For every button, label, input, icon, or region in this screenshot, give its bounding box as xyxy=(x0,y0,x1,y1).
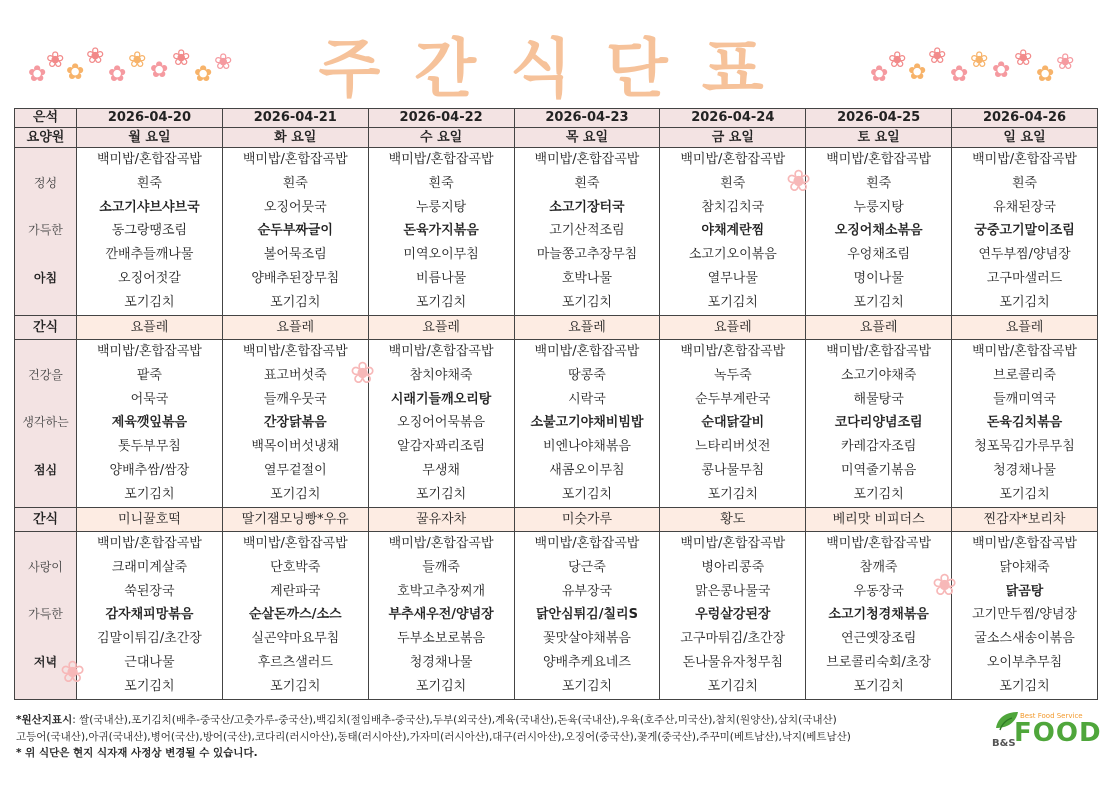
menu-item: 포기김치 xyxy=(999,678,1050,694)
menu-item: 포기김치 xyxy=(270,678,321,694)
menu-item: 포기김치 xyxy=(270,294,321,310)
menu-item: 포기김치 xyxy=(561,486,613,502)
date-header: 2026-04-23 xyxy=(514,109,660,128)
menu-item: 계란파국 xyxy=(270,583,321,599)
menu-item: 누룽지탕 xyxy=(415,199,467,215)
menu-item: 제육깻잎볶음 xyxy=(111,415,188,431)
page-title: 주간식단표 xyxy=(318,33,798,107)
menu-item: 백미밥/혼합잡곡밥 xyxy=(388,344,494,359)
menu-item: 백미밥/혼합잡곡밥 xyxy=(388,536,494,551)
menu-item: 궁중고기말이조림 xyxy=(974,223,1075,239)
day-header: 목 요일 xyxy=(514,128,660,148)
lunch-side-label xyxy=(15,340,77,508)
date-header: 2026-04-22 xyxy=(368,109,514,128)
menu-item: 백미밥/혼합잡곡밥 xyxy=(242,344,348,359)
menu-item: 닭야채죽 xyxy=(999,559,1050,575)
snack-item: 요플레 xyxy=(77,316,223,340)
menu-item: 카레감자조림 xyxy=(840,439,917,455)
snack-item: 요플레 xyxy=(514,316,660,340)
snack-item: 미니꿀호떡 xyxy=(77,508,223,532)
menu-item: 오징어뭇국 xyxy=(263,199,327,215)
breakfast-menu-cell xyxy=(77,148,223,316)
menu-item: 참치야채죽 xyxy=(409,367,473,383)
menu-item: 흰죽 xyxy=(1011,175,1038,191)
day-header: 화 요일 xyxy=(222,128,368,148)
menu-item: 크래미계살죽 xyxy=(111,559,188,575)
dinner-menu-cell xyxy=(222,532,368,700)
menu-item: 청경채나물 xyxy=(409,654,473,670)
menu-item: 콩나물무침 xyxy=(701,462,765,478)
breakfast-menu-cell xyxy=(952,148,1098,316)
dinner-menu-cell xyxy=(368,532,514,700)
menu-item: 포기김치 xyxy=(853,486,904,502)
menu-item: 백미밥/혼합잡곡밥 xyxy=(96,152,202,167)
menu-item: 고기산적조림 xyxy=(549,223,625,239)
lunch-menu-cell xyxy=(806,340,952,508)
menu-item: 백미밥/혼합잡곡밥 xyxy=(826,344,932,359)
menu-item: 코다리양념조림 xyxy=(834,415,923,431)
menu-item: 포기김치 xyxy=(853,678,904,694)
menu-item: 단호박죽 xyxy=(270,559,321,575)
menu-item: 포기김치 xyxy=(124,678,175,694)
dinner-menu-cell xyxy=(514,532,660,700)
menu-item: 들깨미역국 xyxy=(993,391,1056,407)
side-label-text xyxy=(15,627,76,651)
change-notice: * 위 식단은 현지 식자재 사정상 변경될 수 있습니다. xyxy=(16,747,258,759)
origin-line-1 xyxy=(16,712,976,729)
logo-tagline: Best Food Service xyxy=(1020,712,1083,720)
snack-item: 요플레 xyxy=(222,316,368,340)
menu-item: 새콤오이무침 xyxy=(549,462,625,478)
menu-item: 연근옛장조림 xyxy=(840,631,917,647)
menu-item: 포기김치 xyxy=(707,678,758,694)
menu-item: 연두부찜/양념장 xyxy=(978,247,1071,263)
menu-item: 해물탕국 xyxy=(853,391,904,407)
menu-item: 볼어묵조림 xyxy=(263,247,327,263)
menu-item: 브로콜리숙회/초장 xyxy=(826,654,932,670)
side-label-text xyxy=(15,483,76,507)
menu-item: 닭곰탕 xyxy=(1005,583,1044,599)
dinner-menu-cell xyxy=(660,532,806,700)
menu-item: 순두부계란국 xyxy=(695,391,771,407)
menu-item: 포기김치 xyxy=(999,294,1050,310)
menu-item: 참깨죽 xyxy=(859,559,898,575)
side-label-text xyxy=(15,243,76,267)
menu-item: 표고버섯죽 xyxy=(263,367,327,383)
day-header: 금 요일 xyxy=(660,128,806,148)
menu-item: 백미밥/혼합잡곡밥 xyxy=(826,536,932,551)
menu-item: 소고기오이볶음 xyxy=(688,247,777,263)
menu-item: 고구마튀김/초간장 xyxy=(680,631,786,647)
breakfast-menu-cell xyxy=(222,148,368,316)
menu-item: 소고기장터국 xyxy=(549,199,625,215)
logo-word: FOOD xyxy=(1014,718,1102,748)
snack-item: 꿀유자차 xyxy=(368,508,514,532)
menu-item: 실곤약마요무침 xyxy=(251,631,340,647)
menu-item: 양배추케요네즈 xyxy=(543,654,631,670)
menu-item: 양배추된장무침 xyxy=(251,270,340,286)
menu-item: 오징어젓갈 xyxy=(118,270,181,286)
snack-item: 베리맛 비피더스 xyxy=(806,508,952,532)
menu-item: 호박고추장찌개 xyxy=(397,583,486,599)
menu-item: 당근죽 xyxy=(568,559,606,575)
flower-decoration: ❀ xyxy=(350,356,376,391)
date-header: 2026-04-20 xyxy=(77,109,223,128)
menu-item: 미역줄기볶음 xyxy=(840,462,917,478)
menu-item: 미역오이무침 xyxy=(403,247,479,263)
menu-item: 흰죽 xyxy=(866,175,892,191)
menu-item: 동그랑땡조림 xyxy=(111,223,188,239)
menu-item: 유채된장국 xyxy=(993,199,1056,215)
snack-item: 요플레 xyxy=(368,316,514,340)
menu-item: 순대닭갈비 xyxy=(701,415,765,431)
menu-item: 병아리콩죽 xyxy=(701,559,765,575)
menu-item: 쑥된장국 xyxy=(124,583,175,599)
side-label-text: 가득한 xyxy=(28,607,63,622)
menu-item: 알감자꽈리조림 xyxy=(397,439,486,455)
dinner-menu-cell xyxy=(952,532,1098,700)
menu-item: 깐배추들깨나물 xyxy=(105,247,194,263)
menu-item: 돈육가지볶음 xyxy=(403,223,479,239)
flower-decoration: ❀ xyxy=(60,655,86,690)
menu-item: 오징어채소볶음 xyxy=(834,223,923,239)
menu-item: 땅콩죽 xyxy=(568,367,606,383)
date-row xyxy=(15,109,1098,128)
snack-item: 찐감자*보리차 xyxy=(952,508,1098,532)
day-header: 일 요일 xyxy=(952,128,1098,148)
snack-row-afternoon xyxy=(15,508,1098,532)
menu-item: 소고기청경채볶음 xyxy=(828,607,929,623)
dinner-row xyxy=(15,532,1098,700)
side-label-text xyxy=(15,388,76,412)
weekly-menu-table xyxy=(14,108,1098,700)
menu-item: 고기만두찜/양념장 xyxy=(972,607,1077,623)
menu-item: 포기김치 xyxy=(707,294,758,310)
menu-item: 포기김치 xyxy=(853,294,904,310)
menu-item: 야채계란찜 xyxy=(701,223,765,239)
menu-item: 백미밥/혼합잡곡밥 xyxy=(972,152,1077,167)
snack-item: 요플레 xyxy=(660,316,806,340)
menu-item: 느타리버섯전 xyxy=(695,439,771,455)
menu-item: 백미밥/혼합잡곡밥 xyxy=(242,152,348,167)
menu-item: 소고기샤브샤브국 xyxy=(99,199,200,215)
side-label-text: 사랑이 xyxy=(28,559,63,574)
company-logo xyxy=(990,708,1100,752)
menu-item: 포기김치 xyxy=(415,678,467,694)
menu-item: 시락국 xyxy=(568,391,606,407)
menu-item: 백미밥/혼합잡곡밥 xyxy=(972,344,1077,359)
side-label-text xyxy=(15,148,76,172)
menu-item: 유부장국 xyxy=(561,583,613,599)
menu-item: 무생채 xyxy=(422,462,460,478)
menu-item: 소불고기야채비빔밥 xyxy=(530,415,644,431)
menu-item: 명이나물 xyxy=(853,270,904,286)
menu-item: 소고기야채죽 xyxy=(840,367,917,383)
menu-item: 김말이튀김/초간장 xyxy=(96,631,202,647)
menu-item: 닭안심튀김/칠리S xyxy=(535,607,638,623)
lunch-menu-cell xyxy=(368,340,514,508)
menu-item: 포기김치 xyxy=(270,486,321,502)
menu-item: 백미밥/혼합잡곡밥 xyxy=(242,536,348,551)
snack-item: 미숫가루 xyxy=(514,508,660,532)
menu-item: 순두부짜글이 xyxy=(257,223,333,239)
snack-label: 간식 xyxy=(15,316,77,340)
logo-brand: B&S xyxy=(992,738,1016,749)
menu-item: 맑은콩나물국 xyxy=(695,583,771,599)
menu-item: 흰죽 xyxy=(574,175,600,191)
menu-item: 들깨죽 xyxy=(422,559,460,575)
menu-item: 흰죽 xyxy=(136,175,162,191)
menu-item: 시래기들깨오리탕 xyxy=(390,391,492,407)
flower-decoration: ❀ xyxy=(932,568,958,603)
menu-item: 흰죽 xyxy=(282,175,308,191)
menu-item: 포기김치 xyxy=(561,294,613,310)
menu-item: 팥죽 xyxy=(136,367,162,383)
menu-item: 흰죽 xyxy=(428,175,454,191)
menu-item: 열무겉절이 xyxy=(263,462,327,478)
menu-item: 들깨우뭇국 xyxy=(263,391,327,407)
breakfast-menu-cell xyxy=(514,148,660,316)
side-label-text: 점심 xyxy=(33,462,58,477)
breakfast-menu-cell xyxy=(806,148,952,316)
menu-item: 백미밥/혼합잡곡밥 xyxy=(96,536,202,551)
side-label-text xyxy=(15,532,76,556)
flower-decoration: ❀ xyxy=(786,164,812,199)
menu-item: 청포묵김가루무침 xyxy=(974,439,1075,455)
menu-item: 후르츠샐러드 xyxy=(257,654,333,670)
snack-item: 딸기잼모닝빵*우유 xyxy=(222,508,368,532)
menu-item: 톳두부무침 xyxy=(118,439,181,455)
dinner-menu-cell xyxy=(77,532,223,700)
side-label-text xyxy=(15,435,76,459)
side-label-text xyxy=(15,340,76,364)
menu-item: 백미밥/혼합잡곡밥 xyxy=(388,152,494,167)
footer-notes xyxy=(16,712,976,762)
lunch-row xyxy=(15,340,1098,508)
date-header: 2026-04-26 xyxy=(952,109,1098,128)
side-label-text xyxy=(15,196,76,220)
date-header: 2026-04-25 xyxy=(806,109,952,128)
breakfast-menu-cell xyxy=(368,148,514,316)
side-label-text: 건강을 xyxy=(28,367,63,382)
origin-text: : 쌀(국내산),포기김치(배추-중국산/고춧가루-중국산),백김치(절임배추-중국산),두부(외국산),계육(국내산),돈육(국내산),우육(호주산,미국산),참치(원양산),삼치(국내산) xyxy=(72,714,837,726)
menu-item: 감자채피망볶음 xyxy=(105,607,194,623)
day-row xyxy=(15,128,1098,148)
menu-item: 부추새우전/양념장 xyxy=(388,607,494,623)
menu-item: 두부소보로볶음 xyxy=(397,631,486,647)
menu-item: 백목이버섯냉채 xyxy=(251,439,340,455)
side-label-text: 가득한 xyxy=(28,223,63,238)
menu-item: 우동장국 xyxy=(853,583,904,599)
side-label-text: 저녁 xyxy=(33,654,58,669)
snack-item: 황도 xyxy=(660,508,806,532)
facility-name-line1: 은석 xyxy=(15,109,77,128)
menu-item: 포기김치 xyxy=(415,486,467,502)
day-header: 월 요일 xyxy=(77,128,223,148)
menu-item: 근대나물 xyxy=(124,654,175,670)
menu-item: 백미밥/혼합잡곡밥 xyxy=(534,152,640,167)
menu-item: 백미밥/혼합잡곡밥 xyxy=(680,344,786,359)
menu-item: 우엉채조림 xyxy=(847,247,911,263)
lunch-menu-cell xyxy=(77,340,223,508)
menu-item: 포기김치 xyxy=(415,294,467,310)
menu-item: 꽃맛살야채볶음 xyxy=(543,631,631,647)
menu-item: 비엔나야채볶음 xyxy=(543,439,631,455)
snack-item: 요플레 xyxy=(952,316,1098,340)
menu-item: 오징어어묵볶음 xyxy=(397,415,486,431)
menu-item: 돈나물유자청무침 xyxy=(682,654,784,670)
snack-row-morning xyxy=(15,316,1098,340)
snack-label: 간식 xyxy=(15,508,77,532)
menu-item: 비름나물 xyxy=(415,270,467,286)
date-header: 2026-04-24 xyxy=(660,109,806,128)
side-label-text xyxy=(15,291,76,315)
menu-item: 백미밥/혼합잡곡밥 xyxy=(680,152,786,167)
menu-item: 누룽지탕 xyxy=(853,199,904,215)
breakfast-row xyxy=(15,148,1098,316)
side-label-text: 생각하는 xyxy=(22,415,69,430)
menu-item: 포기김치 xyxy=(561,678,613,694)
menu-item: 포기김치 xyxy=(707,486,758,502)
menu-item: 고구마샐러드 xyxy=(986,270,1063,286)
menu-item: 백미밥/혼합잡곡밥 xyxy=(534,344,640,359)
menu-item: 백미밥/혼합잡곡밥 xyxy=(826,152,932,167)
date-header: 2026-04-21 xyxy=(222,109,368,128)
day-header: 수 요일 xyxy=(368,128,514,148)
origin-line-2: 고등어(국내산),아귀(국내산),병어(국산),방어(국산),코다리(러시아산),동태(러시아산),가자미(러시아산),대구(러시아산),오징어(중국산),꽃게(중국산),주꾸미(베트남산),낙지(베트남산) xyxy=(16,730,851,743)
menu-item: 우렁살강된장 xyxy=(695,607,771,623)
lunch-menu-cell xyxy=(952,340,1098,508)
menu-item: 참치김치국 xyxy=(701,199,765,215)
menu-item: 오이부추무침 xyxy=(986,654,1063,670)
menu-item: 흰죽 xyxy=(720,175,746,191)
day-header: 토 요일 xyxy=(806,128,952,148)
menu-item: 포기김치 xyxy=(124,486,175,502)
menu-item: 마늘쫑고추장무침 xyxy=(536,247,638,263)
menu-item: 청경채나물 xyxy=(993,462,1056,478)
menu-item: 열무나물 xyxy=(707,270,758,286)
breakfast-side-label xyxy=(15,148,77,316)
side-label-text: 아침 xyxy=(33,270,58,285)
origin-label: *원산지표시 xyxy=(16,714,73,726)
menu-item: 돈육김치볶음 xyxy=(986,415,1063,431)
menu-item: 포기김치 xyxy=(999,486,1050,502)
side-label-text xyxy=(15,580,76,604)
menu-item: 포기김치 xyxy=(124,294,175,310)
menu-item: 백미밥/혼합잡곡밥 xyxy=(972,536,1077,551)
menu-item: 양배추쌈/쌈장 xyxy=(109,462,190,478)
menu-item: 백미밥/혼합잡곡밥 xyxy=(680,536,786,551)
side-label-text: 정성 xyxy=(33,175,58,190)
menu-item: 순살돈까스/소스 xyxy=(248,607,342,623)
facility-name-line2: 요양원 xyxy=(15,128,77,148)
breakfast-menu-cell xyxy=(660,148,806,316)
menu-item: 어묵국 xyxy=(130,391,169,407)
menu-item: 녹두죽 xyxy=(713,367,752,383)
lunch-menu-cell xyxy=(660,340,806,508)
menu-item: 백미밥/혼합잡곡밥 xyxy=(96,344,202,359)
snack-item: 요플레 xyxy=(806,316,952,340)
menu-item: 백미밥/혼합잡곡밥 xyxy=(534,536,640,551)
lunch-menu-cell xyxy=(222,340,368,508)
menu-item: 호박나물 xyxy=(561,270,613,286)
menu-item: 굴소스새송이볶음 xyxy=(974,631,1075,647)
dinner-menu-cell xyxy=(806,532,952,700)
menu-item: 간장닭볶음 xyxy=(263,415,327,431)
menu-item: 브로콜리죽 xyxy=(993,367,1056,383)
lunch-menu-cell xyxy=(514,340,660,508)
